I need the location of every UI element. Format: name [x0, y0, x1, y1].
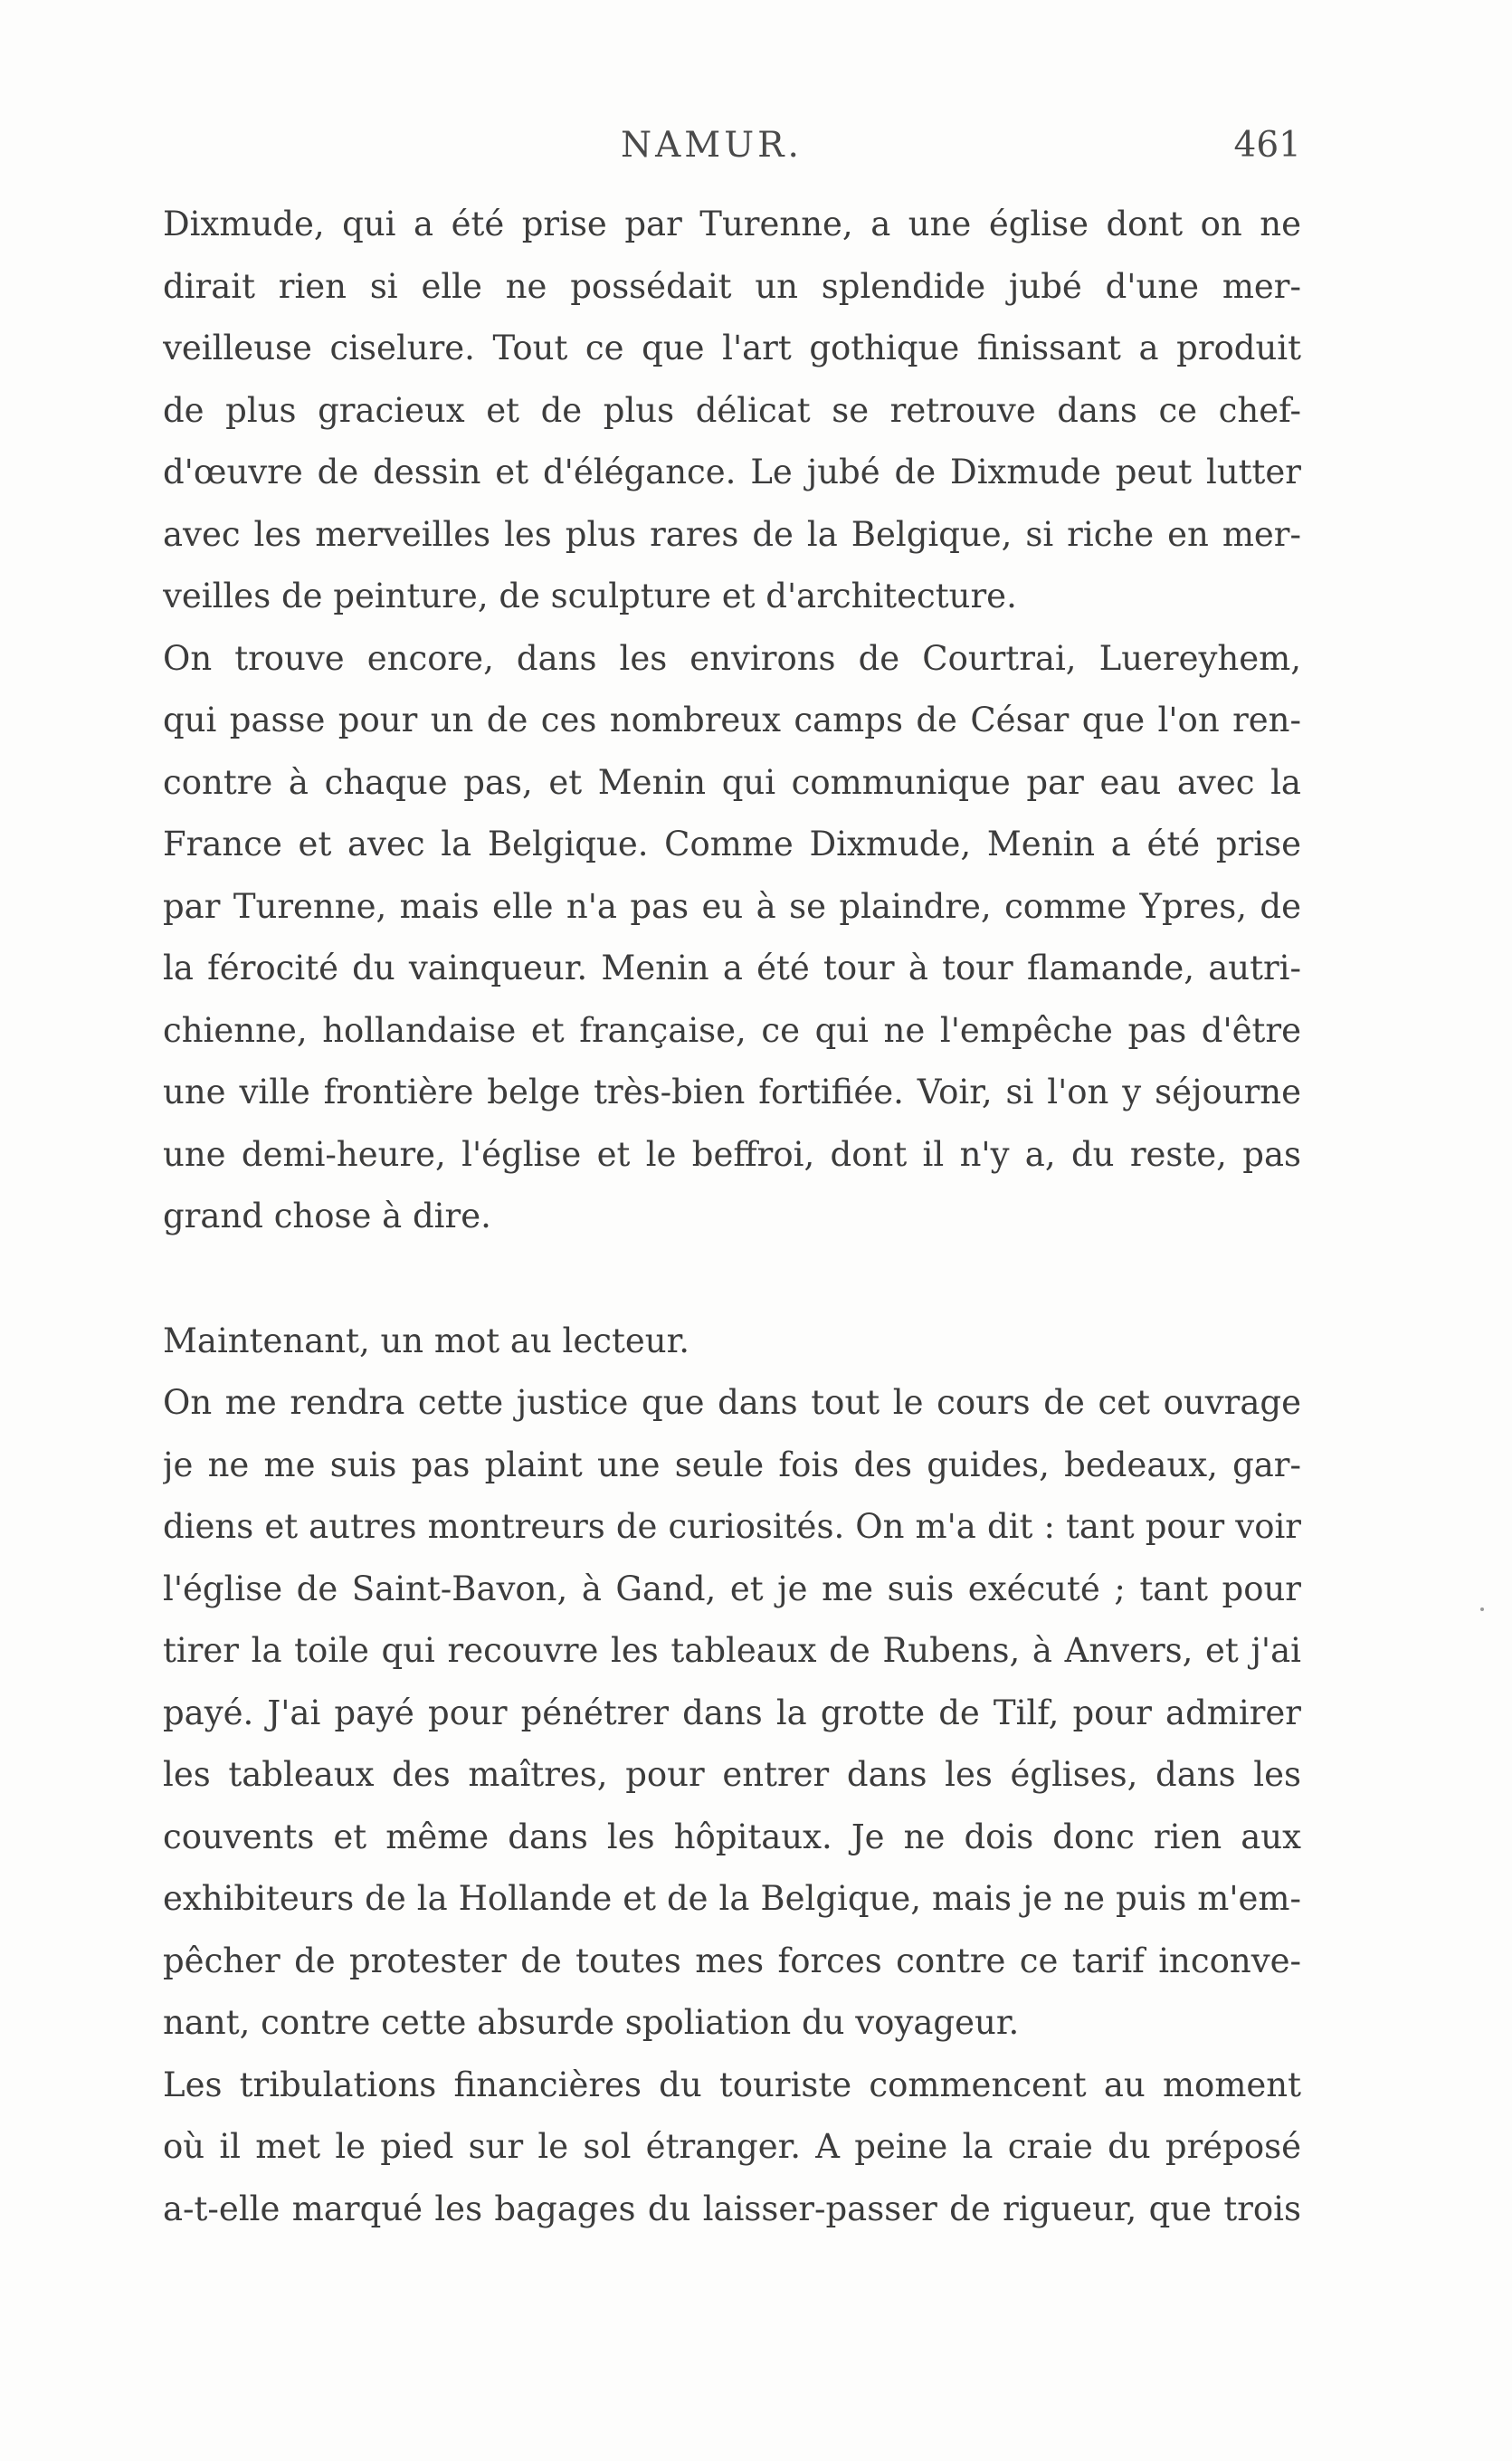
text-line: diens et autres montreurs de curiosités. On m'a dit : tant pour voir — [163, 1507, 1301, 1546]
text-line: veilleuse ciselure. Tout ce que l'art gothique finissant a produit — [163, 329, 1301, 367]
text-line: grand chose à dire. — [163, 1197, 491, 1235]
running-title: NAMUR. — [621, 125, 803, 166]
text-line: une ville frontière belge très-bien fortifiée. Voir, si l'on y séjourne — [163, 1073, 1301, 1111]
text-line: pêcher de protester de toutes mes forces contre ce tarif inconve- — [163, 1941, 1301, 1980]
text-line: l'église de Saint-Bavon, à Gand, et je me suis exécuté ; tant pour — [163, 1569, 1301, 1608]
text-line: Les tribulations financières du touriste commencent au moment — [163, 2065, 1301, 2104]
text-line: exhibiteurs de la Hollande et de la Belgique, mais je ne puis m'em- — [163, 1879, 1301, 1918]
text-line: d'œuvre de dessin et d'élégance. Le jubé de Dixmude peut lutter — [163, 453, 1301, 491]
text-line: France et avec la Belgique. Comme Dixmude, Menin a été prise — [163, 825, 1301, 863]
text-line: Maintenant, un mot au lecteur. — [163, 1321, 689, 1360]
text-line: par Turenne, mais elle n'a pas eu à se plaindre, comme Ypres, de — [163, 886, 1301, 926]
text-line: la férocité du vainqueur. Menin a été tour à tour flamande, autri- — [163, 949, 1301, 987]
text-line: payé. J'ai payé pour pénétrer dans la grotte de Tilf, pour admirer — [163, 1693, 1301, 1732]
paragraph-menin — [163, 628, 1301, 1248]
text-line: chienne, hollandaise et française, ce qui ne l'empêche pas d'être — [163, 1010, 1301, 1050]
text-line: On me rendra cette justice que dans tout le cours de cet ouvrage — [163, 1383, 1301, 1422]
paragraph-lecteur — [163, 1311, 1301, 1373]
paragraph-tribulations — [163, 2055, 1301, 2241]
paragraph-guides — [163, 1372, 1301, 2055]
text-line: Dixmude, qui a été prise par Turenne, a une église dont on ne — [163, 205, 1301, 243]
text-line: contre à chaque pas, et Menin qui communique par eau avec la — [163, 762, 1301, 802]
text-line: veilles de peinture, de sculpture et d'architecture. — [163, 577, 1017, 615]
page-number: 461 — [1233, 125, 1301, 166]
text-line: une demi-heure, l'église et le beffroi, dont il n'y a, du reste, pas — [163, 1134, 1301, 1174]
page-header — [163, 125, 1301, 179]
text-line: de plus gracieux et de plus délicat se retrouve dans ce chef- — [163, 390, 1301, 430]
text-line: tirer la toile qui recouvre les tableaux de Rubens, à Anvers, et j'ai — [163, 1631, 1301, 1670]
text-line: On trouve encore, dans les environs de Courtrai, Luereyhem, — [163, 638, 1301, 678]
paragraph-dixmude — [163, 194, 1301, 628]
section-break — [163, 1248, 1301, 1311]
text-line: où il met le pied sur le sol étranger. A peine la craie du préposé — [163, 2127, 1301, 2166]
text-line: avec les merveilles les plus rares de la Belgique, si riche en mer- — [163, 514, 1301, 554]
text-line: qui passe pour un de ces nombreux camps de César que l'on ren- — [163, 701, 1301, 739]
text-line: je ne me suis pas plaint une seule fois des guides, bedeaux, gar- — [163, 1445, 1301, 1484]
text-line: couvents et même dans les hôpitaux. Je ne dois donc rien aux — [163, 1817, 1301, 1856]
text-line: nant, contre cette absurde spoliation du voyageur. — [163, 2003, 1020, 2042]
body-text — [163, 194, 1301, 2240]
text-line: dirait rien si elle ne possédait un splendide jubé d'une mer- — [163, 266, 1301, 306]
print-speck — [1480, 1607, 1484, 1611]
text-line: les tableaux des maîtres, pour entrer dans les églises, dans les — [163, 1755, 1301, 1794]
text-line: a-t-elle marqué les bagages du laisser-passer de rigueur, que trois — [163, 2189, 1301, 2228]
